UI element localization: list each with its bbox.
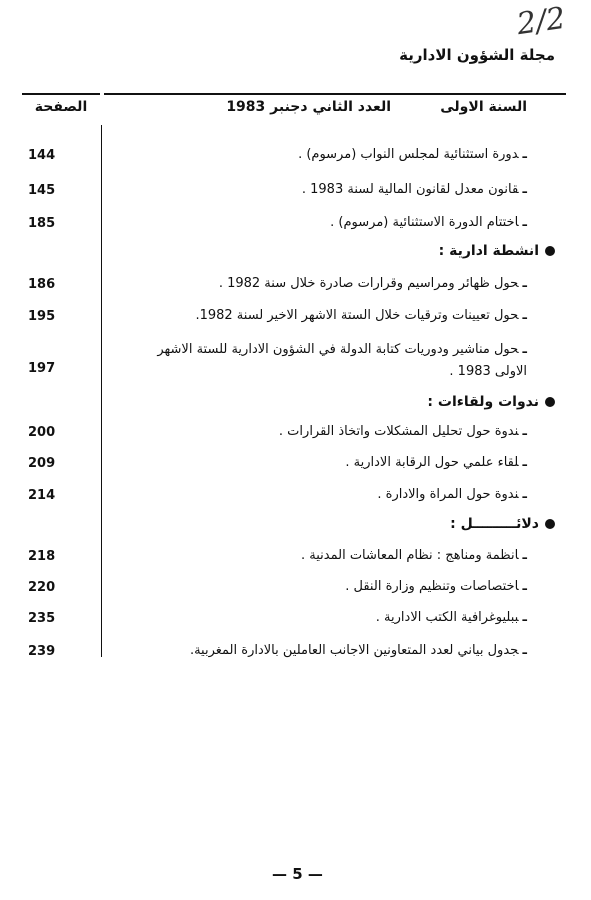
entry-page-number: 209 bbox=[28, 456, 56, 471]
bullet-icon bbox=[545, 519, 555, 529]
bullet-icon bbox=[545, 246, 555, 256]
entry-text: انظمة ومناهج : نظام المعاشات المدنية . bbox=[301, 548, 519, 563]
page-number: — 5 — bbox=[272, 865, 323, 883]
entry-page-number: 214 bbox=[28, 488, 56, 503]
year-label: السنة الاولى bbox=[440, 99, 527, 115]
column-divider bbox=[101, 125, 102, 657]
entry-page-number: 220 bbox=[28, 580, 56, 595]
entry-text: اختصاصات وتنظيم وزارة النقل . bbox=[345, 579, 519, 594]
entry-page-number: 145 bbox=[28, 183, 56, 198]
entry-text: حول ظهائر ومراسيم وقرارات صادرة خلال سنة 1982 . bbox=[218, 276, 519, 291]
entry-text: حول تعيينات وترقيات خلال الستة الاشهر الاخير لسنة 1982. bbox=[195, 308, 519, 323]
section-heading: انشطة ادارية : bbox=[439, 243, 555, 259]
journal-title: مجلة الشؤون الادارية bbox=[399, 46, 555, 64]
entry-text: اختتام الدورة الاستثنائية (مرسوم) . bbox=[330, 215, 519, 230]
entry-page-number: 186 bbox=[28, 277, 56, 292]
entry-text: لقاء علمي حول الرقابة الادارية . bbox=[345, 455, 519, 470]
entry-text: ندوة حول تحليل المشكلات واتخاذ القرارات . bbox=[278, 424, 519, 439]
entry-page-number: 195 bbox=[28, 309, 56, 324]
entry-page-number: 218 bbox=[28, 549, 56, 564]
header-rule-right bbox=[104, 93, 566, 95]
entry-page-number: 200 bbox=[28, 425, 56, 440]
handwritten-page-mark: 2/2 bbox=[514, 0, 568, 43]
entry-page-number: 197 bbox=[28, 361, 56, 376]
entry-page-number: 144 bbox=[28, 148, 56, 163]
issue-label: العدد الثاني دجنبر 1983 bbox=[226, 99, 391, 115]
entry-page-number: 239 bbox=[28, 644, 56, 659]
entry-page-number: 185 bbox=[28, 216, 56, 231]
section-heading: دلائـــــــــل : bbox=[450, 516, 555, 532]
entry-text: ندوة حول المراة والادارة . bbox=[377, 487, 519, 502]
entry-text: دورة استثنائية لمجلس النواب (مرسوم) . bbox=[298, 147, 519, 162]
entry-page-number: 235 bbox=[28, 611, 56, 626]
section-heading: ندوات ولقاءات : bbox=[427, 394, 555, 410]
entry-text: قانون معدل لقانون المالية لسنة 1983 . bbox=[301, 182, 519, 197]
page-column-label: الصفحة bbox=[34, 99, 88, 115]
header-rule-left bbox=[22, 93, 100, 95]
bullet-icon bbox=[545, 397, 555, 407]
entry-text: ببليوغرافية الكتب الادارية . bbox=[375, 610, 519, 625]
entry-text: جدول بياني لعدد المتعاونين الاجانب العاملين بالادارة المغربية. bbox=[189, 643, 519, 658]
entry-text: حول مناشير ودوريات كتابة الدولة في الشؤون الادارية للستة الاشهر الاولى 1983 . bbox=[157, 342, 527, 379]
document-page: 2/2 مجلة الشؤون الادارية الصفحة السنة الاولى العدد الثاني دجنبر 1983 144 ـدورة استثنائية لمجلس النواب (مرسوم) . 145 ـقانون معدل لقانون المالية لسنة 1983 . 185 ـاختتام الدورة الاستثنائية (مرسوم) . انشطة ادارية : 186 ـحول ظهائر ومراسيم وقرارات صادرة خلال سنة 1982 . 195 ـحول تعيينات وترقيات خلال الستة الاشهر الاخير لسنة 1982. 197 ـحول مناشير ودوريات كتابة الدولة في الشؤون الادارية للستة الاشهر الاولى 1983 . ندوات ولقاءات : 200 ـندوة حول تحليل المشكلات واتخاذ القرارات . 209 ـلقاء علمي حول الرقابة الادارية . 214 ـندوة حول المراة والادارة . دلائـــــــــل : 218 ـانظمة ومناهج : نظام المعاشات المدنية . 220 ـاختصاصات وتنظيم وزارة النقل . 235 ـببليوغرافية الكتب الادارية . 239 ـجدول بياني لعدد المتعاونين الاجانب العاملين بالادارة المغربية. — 5 — bbox=[0, 0, 591, 900]
